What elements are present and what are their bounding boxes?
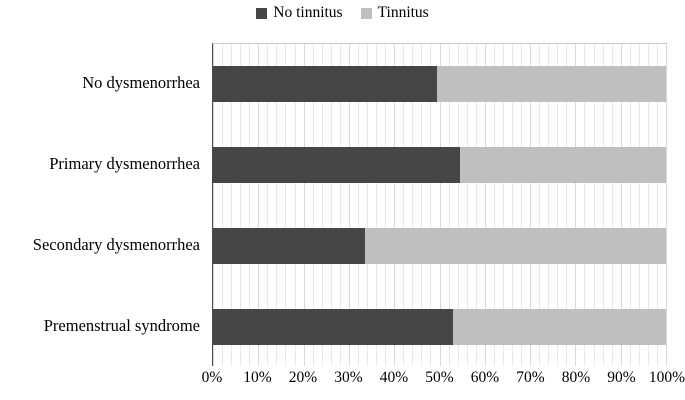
legend-item-tinnitus <box>361 5 429 21</box>
legend-item-no-tinnitus <box>256 5 342 21</box>
bar-segment-tinnitus <box>437 66 666 102</box>
x-tick-label: 40% <box>379 369 409 386</box>
bar-segment-tinnitus <box>365 228 666 264</box>
category-label: Primary dysmenorrhea <box>49 154 200 174</box>
bar-segment-tinnitus <box>460 147 666 183</box>
x-tick-label: 30% <box>334 369 363 386</box>
plot-area <box>212 43 667 366</box>
x-tick-label: 20% <box>288 369 318 386</box>
table-row <box>213 66 666 102</box>
chart-legend <box>0 0 685 26</box>
category-axis-labels <box>0 43 206 366</box>
category-label: Premenstrual syndrome <box>43 315 200 335</box>
bar-rows <box>213 44 666 366</box>
legend-label-no-tinnitus: No tinnitus <box>273 4 343 22</box>
bar-segment-tinnitus <box>453 309 666 345</box>
table-row <box>213 228 666 264</box>
x-tick-label: 90% <box>607 369 636 386</box>
value-axis-labels <box>201 369 685 394</box>
table-row <box>213 309 666 345</box>
bar-segment-no-tinnitus <box>213 309 453 345</box>
x-tick-label: 50% <box>425 369 454 386</box>
table-row <box>213 147 666 183</box>
x-tick-label: 100% <box>648 369 685 386</box>
x-tick-label: 60% <box>470 369 500 386</box>
gridline <box>666 44 667 366</box>
bar-segment-no-tinnitus <box>213 228 365 264</box>
category-label: Secondary dysmenorrhea <box>32 234 200 254</box>
x-tick-label: 10% <box>243 369 272 386</box>
category-label: No dysmenorrhea <box>82 73 200 93</box>
legend-label-tinnitus: Tinnitus <box>377 4 429 22</box>
bar-segment-no-tinnitus <box>213 66 437 102</box>
x-tick-label: 80% <box>561 369 591 386</box>
bar-segment-no-tinnitus <box>213 147 460 183</box>
x-tick-label: 0% <box>201 369 223 386</box>
legend-swatch-no-tinnitus <box>256 8 267 19</box>
x-tick-label: 70% <box>516 369 545 386</box>
legend-swatch-tinnitus <box>361 8 372 19</box>
